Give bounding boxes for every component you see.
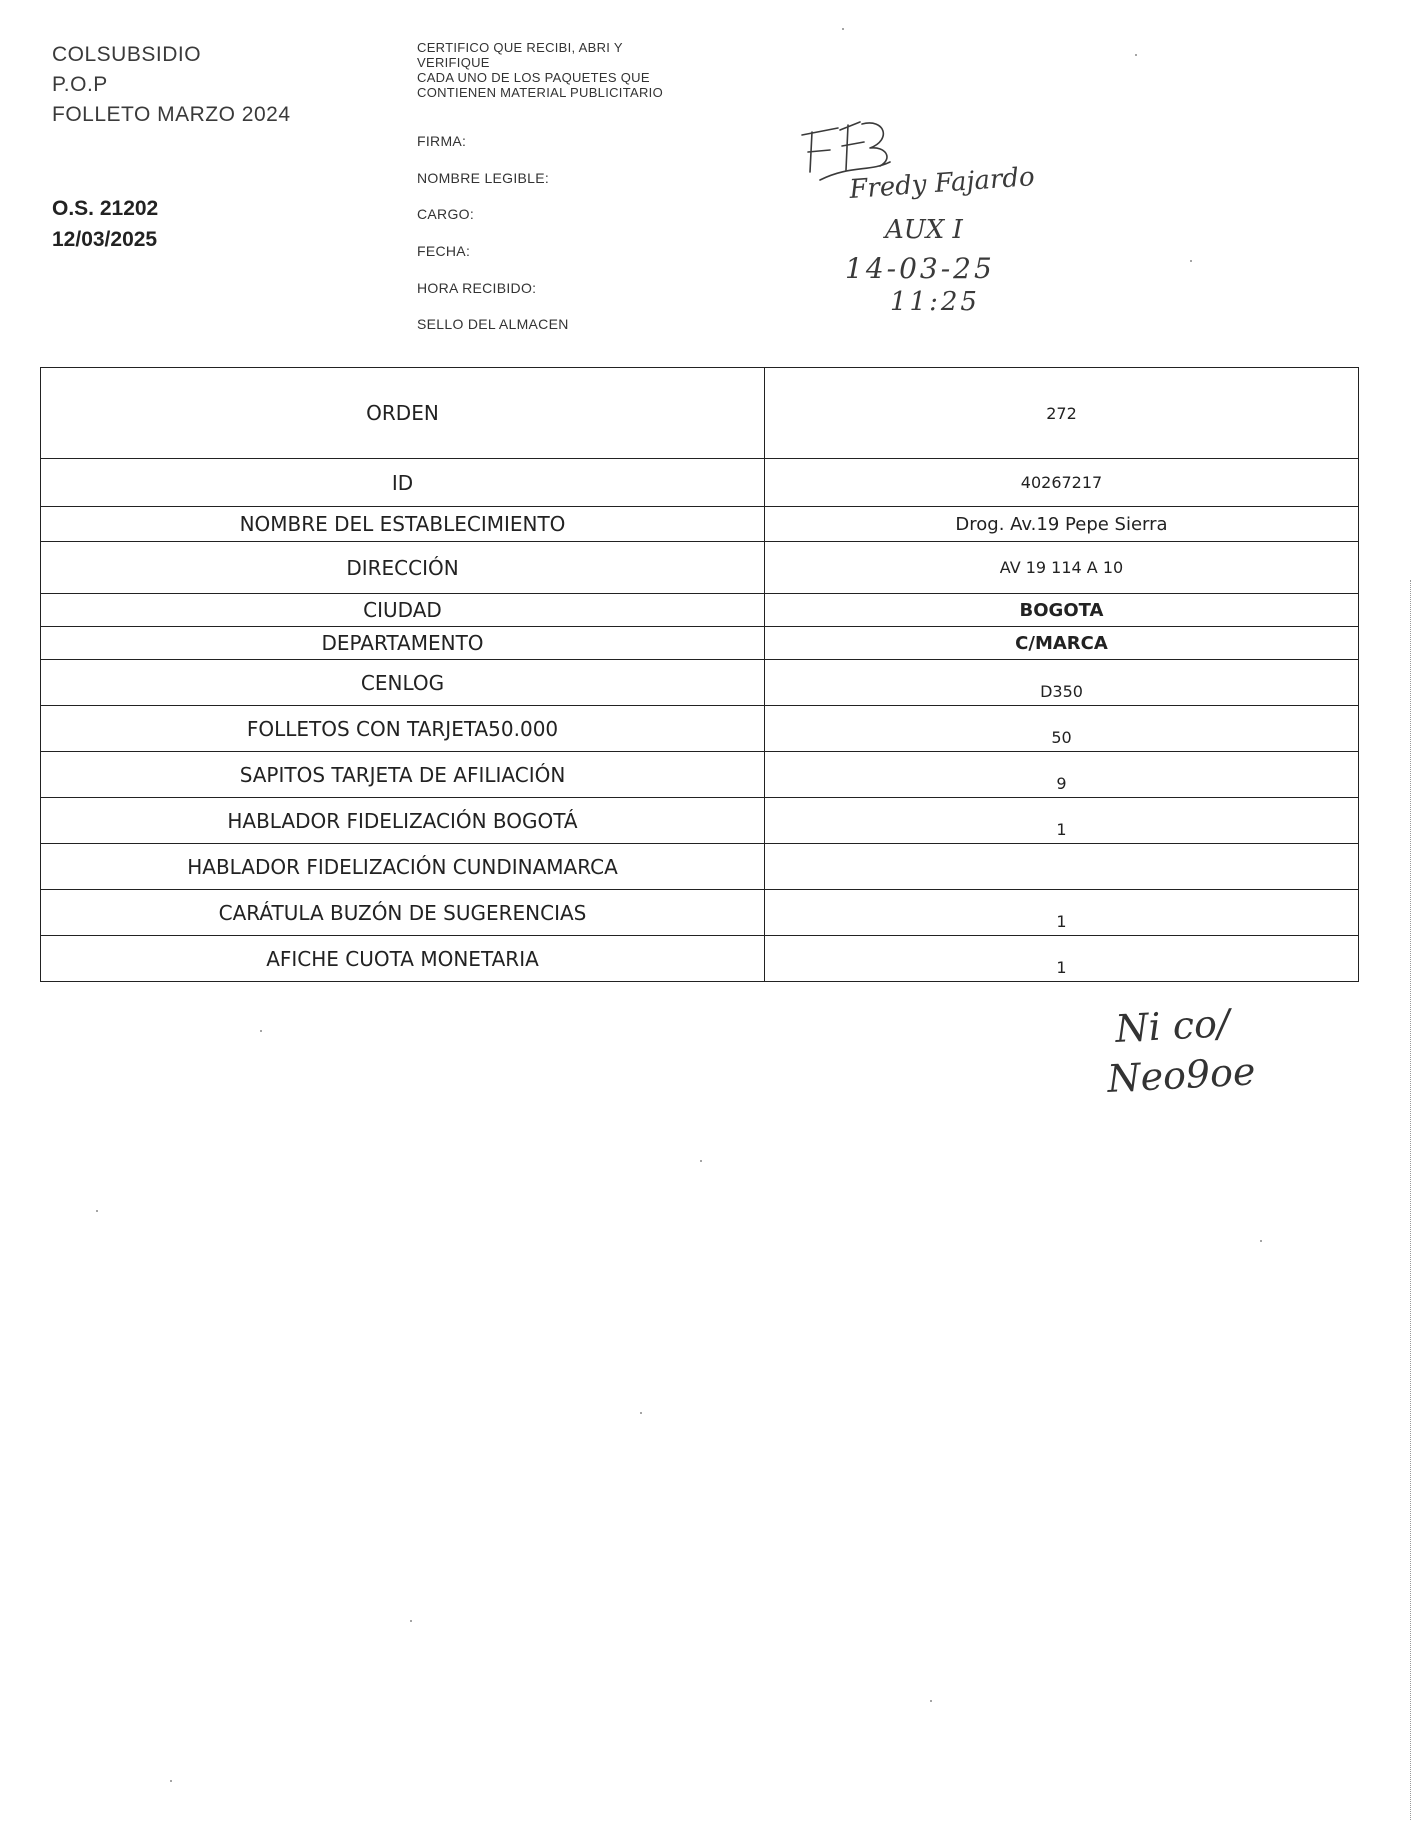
field-position: CARGO: xyxy=(417,206,475,223)
handwritten-signature-block xyxy=(790,110,1130,320)
table-row xyxy=(41,890,1359,936)
field-signature: FIRMA: xyxy=(417,133,467,149)
row-label: NOMBRE DEL ESTABLECIMIENTO xyxy=(41,507,765,542)
row-value: BOGOTA xyxy=(765,594,1359,627)
table-row xyxy=(41,459,1359,507)
certification-line: CADA UNO DE LOS PAQUETES QUE xyxy=(417,70,650,85)
row-label: ID xyxy=(41,459,765,507)
receipt-fields xyxy=(417,133,569,353)
row-label: SAPITOS TARJETA DE AFILIACIÓN xyxy=(41,752,765,798)
row-label: CIUDAD xyxy=(41,594,765,627)
scan-speck xyxy=(930,1700,932,1702)
row-value: 1 xyxy=(765,890,1359,936)
certification-line: CONTIENEN MATERIAL PUBLICITARIO xyxy=(417,85,663,100)
handwritten-note xyxy=(1100,1000,1320,1120)
header-left xyxy=(52,40,291,130)
field-time-received: HORA RECIBIDO: xyxy=(417,279,537,296)
table-row xyxy=(41,507,1359,542)
table-row xyxy=(41,752,1359,798)
row-value: 9 xyxy=(765,752,1359,798)
table-row xyxy=(41,706,1359,752)
scan-speck xyxy=(1190,260,1192,262)
row-value xyxy=(765,844,1359,890)
certification-text xyxy=(417,40,737,100)
scan-speck xyxy=(1135,54,1137,56)
field-date: FECHA: xyxy=(417,243,471,260)
order-service-number: O.S. 21202 xyxy=(52,197,159,220)
table-row xyxy=(41,936,1359,982)
row-label: DIRECCIÓN xyxy=(41,542,765,594)
handwritten-time: 11:25 xyxy=(890,287,980,317)
handwritten-date: 14-03-25 xyxy=(845,252,995,285)
handwritten-note-line: Neo9oe xyxy=(1106,1049,1257,1101)
table-row xyxy=(41,542,1359,594)
material-type: P.O.P xyxy=(52,73,108,96)
row-label: DEPARTAMENTO xyxy=(41,627,765,660)
row-value: 40267217 xyxy=(765,459,1359,507)
handwritten-name: Fredy Fajardo xyxy=(848,162,1036,205)
row-value: 50 xyxy=(765,706,1359,752)
field-warehouse-stamp: SELLO DEL ALMACEN xyxy=(417,316,569,333)
scan-speck xyxy=(260,1030,262,1032)
scan-speck xyxy=(700,1160,702,1162)
table-row xyxy=(41,844,1359,890)
row-value: 272 xyxy=(765,368,1359,459)
table-row xyxy=(41,368,1359,459)
scan-speck xyxy=(170,1780,172,1782)
row-label: CENLOG xyxy=(41,660,765,706)
delivery-table xyxy=(40,367,1359,982)
company-name: COLSUBSIDIO xyxy=(52,43,202,66)
table-row xyxy=(41,660,1359,706)
scan-speck xyxy=(1260,1240,1262,1242)
order-service-block xyxy=(52,193,158,255)
table-row xyxy=(41,594,1359,627)
scan-speck xyxy=(842,28,844,30)
certification-line: CERTIFICO QUE RECIBI, ABRI Y xyxy=(417,40,623,55)
row-label: FOLLETOS CON TARJETA50.000 xyxy=(41,706,765,752)
row-label: ORDEN xyxy=(41,368,765,459)
row-label: AFICHE CUOTA MONETARIA xyxy=(41,936,765,982)
row-value: 1 xyxy=(765,798,1359,844)
table-row xyxy=(41,798,1359,844)
row-value: D350 xyxy=(765,660,1359,706)
row-value: 1 xyxy=(765,936,1359,982)
row-value: Drog. Av.19 Pepe Sierra xyxy=(765,507,1359,542)
scan-speck xyxy=(640,1412,642,1414)
row-value: AV 19 114 A 10 xyxy=(765,542,1359,594)
signature-scribble xyxy=(802,122,890,180)
certification-line: VERIFIQUE xyxy=(417,55,490,70)
field-legible-name: NOMBRE LEGIBLE: xyxy=(417,169,550,186)
row-value: C/MARCA xyxy=(765,627,1359,660)
row-label: CARÁTULA BUZÓN DE SUGERENCIAS xyxy=(41,890,765,936)
handwritten-note-line: Ni co/ xyxy=(1114,1001,1231,1051)
handwritten-role: AUX I xyxy=(885,215,963,245)
row-label: HABLADOR FIDELIZACIÓN BOGOTÁ xyxy=(41,798,765,844)
scan-speck xyxy=(96,1210,98,1212)
order-service-date: 12/03/2025 xyxy=(52,228,158,251)
scan-edge-line xyxy=(1410,580,1412,1820)
campaign-name: FOLLETO MARZO 2024 xyxy=(52,103,291,126)
table-row xyxy=(41,627,1359,660)
scan-speck xyxy=(410,1620,412,1622)
row-label: HABLADOR FIDELIZACIÓN CUNDINAMARCA xyxy=(41,844,765,890)
